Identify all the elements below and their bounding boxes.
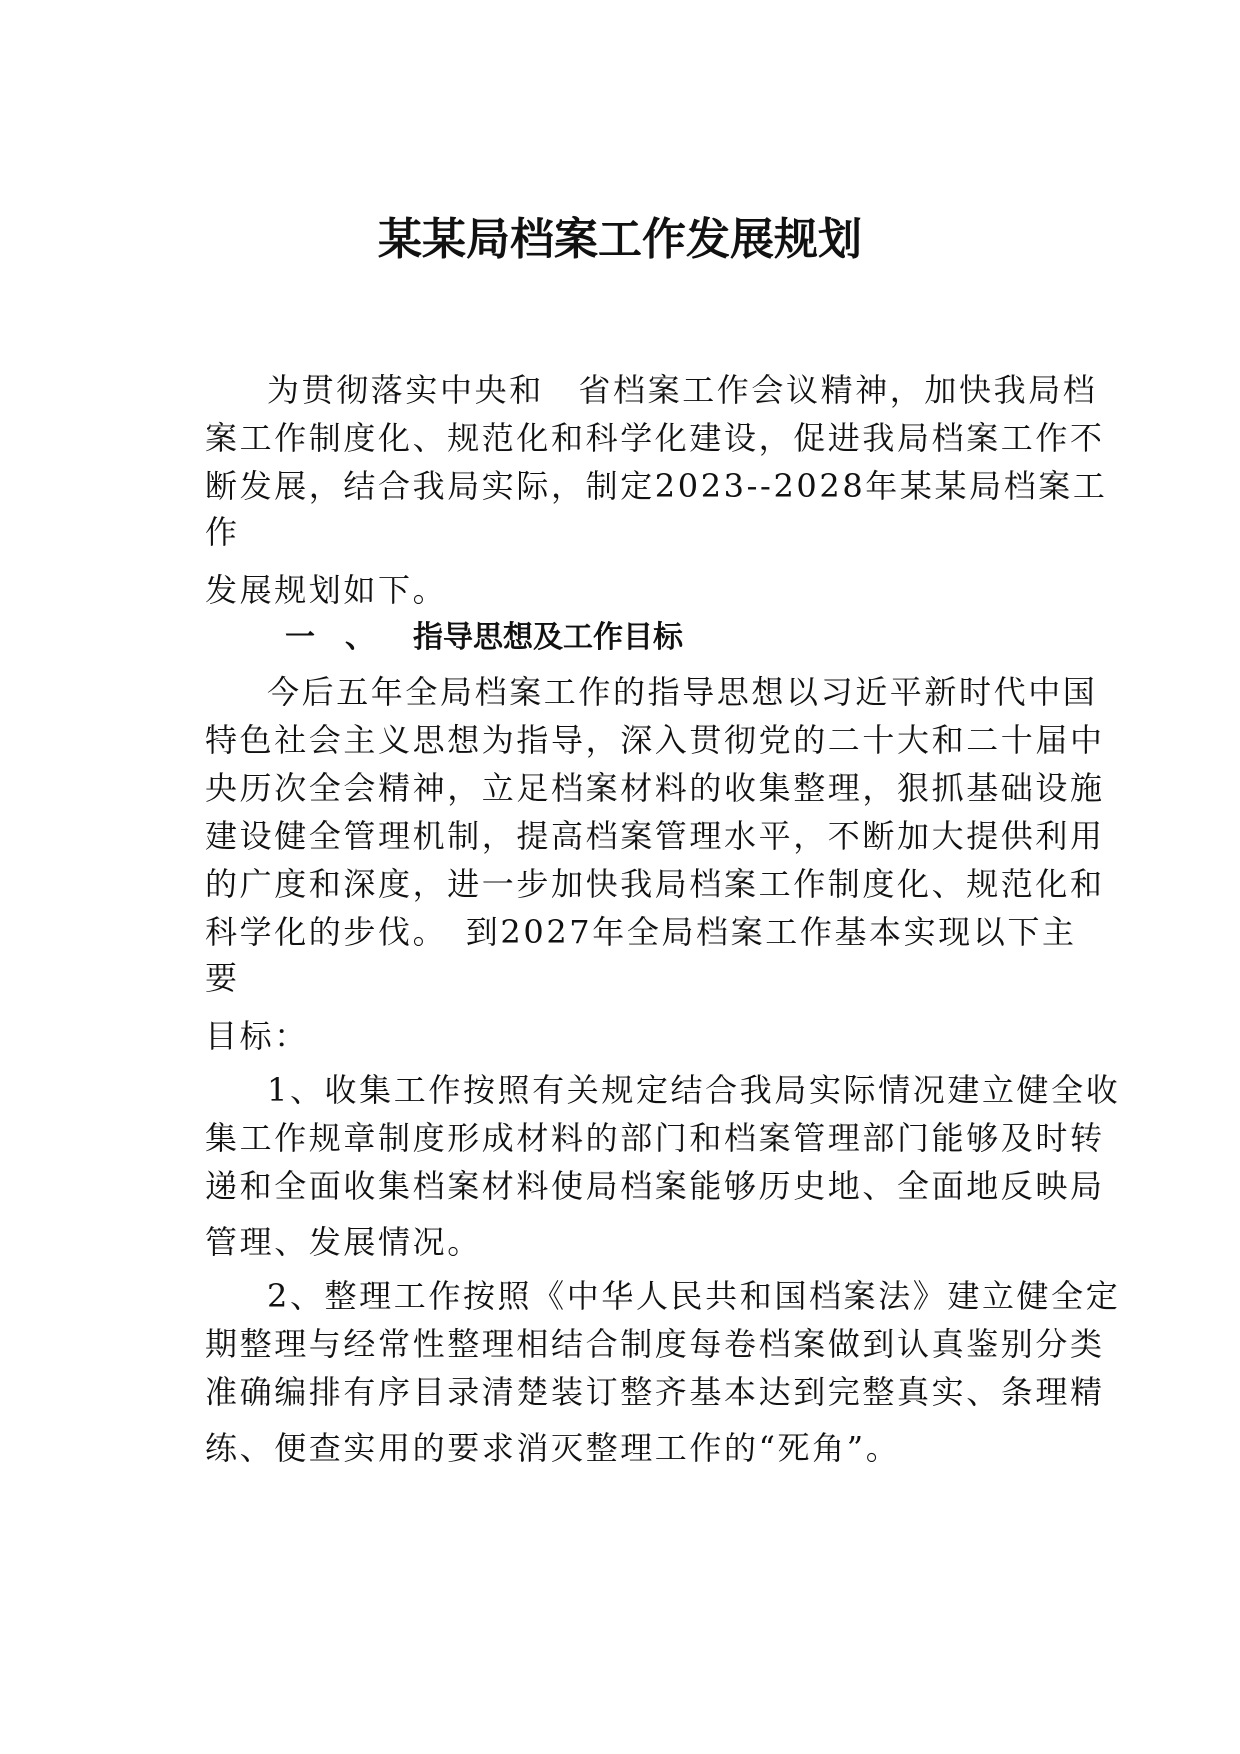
document-title: 某某局档案工作发展规划 (378, 214, 862, 265)
paragraph1-line-2: 特色社会主义思想为指导，深入贯彻党的二十大和二十届中 (205, 721, 1105, 759)
item2-line-3: 准确编排有序目录清楚装订整齐基本达到完整真实、条理精 (205, 1373, 1105, 1411)
paragraph1-line-6: 科学化的步伐。 到2027年全局档案工作基本实现以下主 (205, 913, 1077, 951)
item1-line-1: 1、收集工作按照有关规定结合我局实际情况建立健全收 (267, 1071, 1121, 1109)
item1-line-3: 递和全面收集档案材料使局档案能够历史地、全面地反映局 (205, 1167, 1105, 1205)
paragraph1-line-5: 的广度和深度，进一步加快我局档案工作制度化、规范化和 (205, 865, 1105, 903)
paragraph1-line-8: 目标： (205, 1017, 309, 1055)
item2-line-2: 期整理与经常性整理相结合制度每卷档案做到认真鉴别分类 (205, 1325, 1105, 1363)
section-heading (285, 616, 683, 660)
intro-line-4: 作 (205, 513, 240, 551)
paragraph1-line-7: 要 (205, 959, 240, 997)
section-title: 指导思想及工作目标 (413, 620, 683, 655)
item2-line-4: 练、便查实用的要求消灭整理工作的“死角”。 (205, 1429, 901, 1467)
item2-line-1: 2、整理工作按照《中华人民共和国档案法》建立健全定 (267, 1277, 1121, 1315)
intro-line-2: 案工作制度化、规范化和科学化建设，促进我局档案工作不 (205, 419, 1105, 457)
intro-line-3: 断发展，结合我局实际，制定2023--2028年某某局档案工 (205, 467, 1108, 505)
section-separator: 、 (345, 620, 375, 655)
item1-line-2: 集工作规章制度形成材料的部门和档案管理部门能够及时转 (205, 1119, 1105, 1157)
intro-line-1: 为贯彻落实中央和 省档案工作会议精神，加快我局档 (267, 371, 1098, 409)
item1-line-4: 管理、发展情况。 (205, 1223, 482, 1261)
paragraph1-line-3: 央历次全会精神，立足档案材料的收集整理，狠抓基础设施 (205, 769, 1105, 807)
paragraph1-line-1: 今后五年全局档案工作的指导思想以习近平新时代中国 (267, 673, 1098, 711)
section-number: 一 (285, 620, 315, 655)
paragraph1-line-4: 建设健全管理机制，提高档案管理水平，不断加大提供利用 (205, 817, 1105, 855)
intro-line-5: 发展规划如下。 (205, 571, 448, 609)
